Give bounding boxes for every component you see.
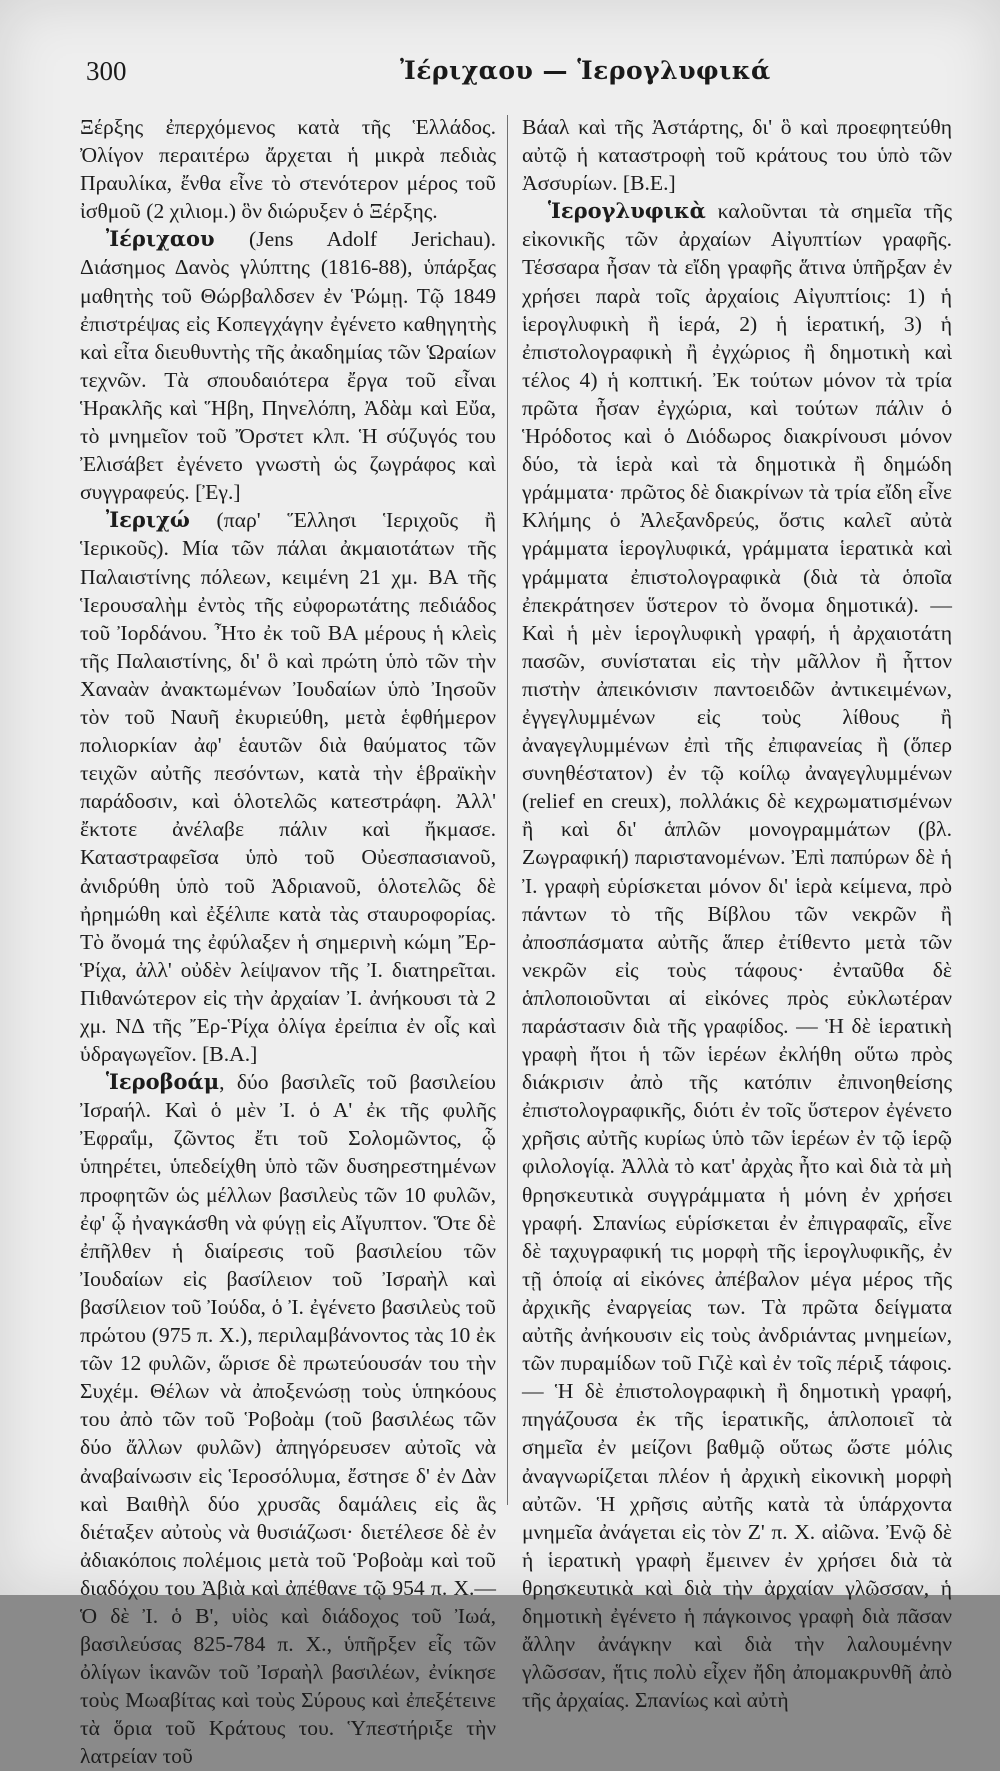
- left-column: [80, 113, 496, 1769]
- page-header: [80, 52, 950, 92]
- running-head: Ἰέριχαου — Ἱερογλυφικά: [400, 56, 771, 85]
- entry-lemma: Ἱερογλυφικὰ: [547, 198, 706, 224]
- entry-text: Ξέρξης ἐπερχόμενος κατὰ τῆς Ἑλλάδος. Ὀλίγον περαιτέρω ἄρχεται ἡ μικρὰ πεδιὰς Πραυλίκα, ἔνθα εἶνε τὸ στενότερον μέρος τοῦ ἰσθμοῦ (2 χιλιομ.) ὃν διώρυξεν ὁ Ξέρξης.: [80, 115, 496, 224]
- entry-text: (παρ' Ἕλλησι Ἱεριχοῦς ἢ Ἱερικοῦς). Μία τῶν πάλαι ἀκμαιοτάτων τῆς Παλαιστίνης πόλεων, κειμένη 21 χμ. ΒΑ τῆς Ἱερουσαλὴμ ἐντὸς τῆς εὐφορωτάτης πεδιάδος τοῦ Ἰορδάνου. Ἦτο ἐκ τοῦ ΒΑ μέρους ἡ κλεὶς τῆς Παλαιστίνης, δι' ὃ καὶ πρώτη ὑπὸ τῶν τὴν Χαναὰν ἀνακτωμένων Ἰουδαίων ὑπὸ Ἰησοῦν τὸν τοῦ Ναυῆ ἐκυριεύθη, μετὰ ἑφθήμερον πολιορκίαν ἀφ' ἑαυτῶν διὰ θαύματος τῶν τειχῶν αὐτῆς πεσόντων, κατὰ τὴν ἑβραϊκὴν παράδοσιν, καὶ ὁλοτελῶς κατεστράφη. Ἀλλ' ἔκτοτε ἀνέλαβε πάλιν καὶ ἤκμασε. Καταστραφεῖσα ὑπὸ τοῦ Οὐεσπασιανοῦ, ἀνιδρύθη ὑπὸ τοῦ Ἀδριανοῦ, ὁλοτελῶς δὲ ἠρημώθη καὶ ἐξέλιπε κατὰ τὰς σταυροφορίας. Τὸ ὄνομά της ἐφύλαξεν ἡ σημερινὴ κώμη Ἔρ-Ῥίχα, ἀλλ' οὐδὲν λείψανον τῆς Ἰ. διατηρεῖται. Πιθανώτερον εἰς τὴν ἀρχαίαν Ἰ. ἀνήκουσι τὰ 2 χμ. ΝΔ τῆς Ἔρ-Ῥίχα ὀλίγα ἐρείπια ἐν οἷς καὶ ὑδραγωγεῖον. [Β.Α.]: [80, 508, 496, 1067]
- entry-text: καλοῦνται τὰ σημεῖα τῆς εἰκονικῆς τῶν ἀρχαίων Αἰγυπτίων γραφῆς. Τέσσαρα ἦσαν τὰ εἴδη γραφῆς ἅτινα ὑπῆρξαν ἐν χρήσει παρὰ τοῖς ἀρχαίοις Αἰγυπτίοις: 1) ἡ ἱερογλυφικὴ ἢ ἱερά, 2) ἡ ἱερατική, 3) ἡ ἐπιστολογραφικὴ ἢ ἐγχώριος ἢ δημοτικὴ καὶ τέλος 4) ἡ κοπτική. Ἐκ τούτων μόνον τὰ τρία πρῶτα ἦσαν ἐγχώρια, καὶ τούτων πάλιν ὁ Ἡρόδοτος καὶ ὁ Διόδωρος διακρίνουσι μόνον δύο, τὰ ἱερὰ καὶ τὰ δημοτικὰ ἢ δημώδη γράμματα· πρῶτος δὲ διακρίνων τὰ τρία εἴδη εἶνε Κλήμης ὁ Ἀλεξανδρεύς, ὅστις καλεῖ αὐτὰ γράμματα ἱερογλυφικά, γράμματα ἱερατικὰ καὶ γράμματα ἐπιστολογραφικὰ (διὰ τὰ ὁποῖα ἐπεκράτησεν ὕστερον τὸ ὄνομα δημοτικά). — Καὶ ἡ μὲν ἱερογλυφικὴ γραφή, ἡ ἀρχαιοτάτη πασῶν, συνίσταται εἰς τὴν μᾶλλον ἢ ἧττον πιστὴν ἀπεικόνισιν παντοειδῶν ἀντικειμένων, ἐγγεγλυμμένων εἰς τοὺς λίθους ἢ ἀναγεγλυμμένων ἐπὶ τῆς ἐπιφανείας ἢ (ὅπερ συνηθέστατον) ἐν τῷ κοίλῳ ἀναγεγλυμμένων (relief en creux), πολλάκις δὲ κεχρωματισμένων ἢ καὶ δι' ἁπλῶν μονογραμμάτων (βλ. Ζωγραφική) παριστανομένων. Ἐπὶ παπύρων δὲ ἡ Ἰ. γραφὴ εὑρίσκεται μόνον δι' ἱερὰ κείμενα, πρὸ πάντων τὸ τῆς Βίβλου τῶν νεκρῶν ἢ ἀποσπάσματα αὐτῆς ἅπερ ἐτίθεντο μετὰ τῶν νεκρῶν εἰς τοὺς τάφους· ἐνταῦθα δὲ ἁπλοποιοῦνται αἱ εἰκόνες πρὸς εὐκλωτέραν παράστασιν διὰ τῆς γραφίδος. — Ἡ δὲ ἱερατικὴ γραφὴ ἤτοι ἡ τῶν ἱερέων ἐκλήθη οὕτω πρὸς διάκρισιν ἀπὸ τῆς κατόπιν ἐπινοηθείσης ἐπιστολογραφικῆς, διότι ἐν τοῖς ὕστερον ἐγένετο χρῆσις αὐτῆς κυρίως ὑπὸ τῶν ἱερέων ἐν τῷ ἱερῷ φιλολογίᾳ. Ἀλλὰ τὸ κατ' ἀρχὰς ἦτο καὶ διὰ τὰ μὴ θρησκευτικὰ συγγράμματα ἡ μόνη ἐν χρήσει γραφή. Σπανίως εὑρίσκεται ἐν ἐπιγραφαῖς, εἶνε δὲ ταχυγραφική τις μορφὴ τῆς ἱερογλυφικῆς, ἐν τῇ ὁποίᾳ αἱ εἰκόνες ἀπέβαλον μέγα μέρος τῆς ἀρχικῆς ἐναργείας των. Τὰ πρῶτα δείγματα αὐτῆς ἀνήκουσιν εἰς τοὺς ἀνδριάντας μνημείων, τῶν πυραμίδων τοῦ Γιζὲ καὶ ἐν τοῖς πέριξ τάφοις. — Ἡ δὲ ἐπιστολογραφικὴ ἢ δημοτικὴ γραφή, πηγάζουσα ἐκ τῆς ἱερατικῆς, ἁπλοποιεῖ τὰ σημεῖα ἐν μείζονι βαθμῷ οὕτως ὥστε μόλις ἀναγνωρίζεται πλέον ἡ ἀρχικὴ εἰκονικὴ μορφὴ αὐτῶν. Ἡ χρῆσις αὐτῆς κατὰ τὰ ὑπάρχοντα μνημεῖα ἀνάγεται εἰς τὸν Ζ' π. Χ. αἰῶνα. Ἐνῷ δὲ ἡ ἱερατικὴ γραφὴ ἔμεινεν ἐν χρήσει διὰ τὰ θρησκευτικὰ καὶ διὰ τὴν ἀρχαίαν γλῶσσαν, ἡ δημοτικὴ ἐγένετο ἡ πάγκοινος γραφὴ διὰ πᾶσαν ἄλλην ἀνάγκην καὶ διὰ τὴν λαλουμένην γλῶσσαν, ἥτις πολὺ εἶχεν ἤδη ἀπομακρυνθῆ ἀπὸ τῆς ἀρχαίας. Σπανίως καὶ αὐτὴ: [522, 199, 952, 1713]
- entry-text: (Jens Adolf Jerichau). Διάσημος Δανὸς γλύπτης (1816-88), ὑπάρξας μαθητὴς τοῦ Θώρβαλδσεν ἐν Ῥώμῃ. Τῷ 1849 ἐπιστρέψας εἰς Κοπεγχάγην ἐγένετο καθηγητὴς καὶ εἶτα διευθυντὴς τῆς ἀκαδημίας τῶν Ὡραίων τεχνῶν. Τὰ σπουδαιότερα ἔργα τοῦ εἶναι Ἡρακλῆς καὶ Ἥβη, Πηνελόπη, Ἀδὰμ καὶ Εὔα, τὸ μνημεῖον τοῦ Ὄρστετ κλπ. Ἡ σύζυγός του Ἐλισάβετ ἐγένετο γνωστὴ ὡς ζωγράφος καὶ συγγραφεύς. [Ἐγ.]: [80, 227, 496, 505]
- paragraph-continuation: [80, 113, 496, 225]
- right-column: [522, 113, 952, 1713]
- entry-jerichau: [80, 225, 496, 506]
- entry-lemma: Ἰεριχώ: [105, 507, 190, 533]
- entry-jericho: [80, 506, 496, 1068]
- paragraph-continuation: [522, 113, 952, 197]
- page-number: 300: [86, 56, 127, 86]
- entry-jeroboam: [80, 1068, 496, 1770]
- entry-text: Βάαλ καὶ τῆς Ἀστάρτης, δι' ὃ καὶ προεφητεύθη αὐτῷ ἡ καταστροφὴ τοῦ κράτους του ὑπὸ τῶν Ἀσσυρίων. [Β.Ε.]: [522, 115, 952, 196]
- entry-hieroglyphics: [522, 197, 952, 1714]
- entry-lemma: Ἰέριχαου: [105, 226, 215, 252]
- column-divider: [507, 115, 508, 1505]
- entry-lemma: Ἱεροβοάμ: [105, 1069, 220, 1095]
- entry-text: , δύο βασιλεῖς τοῦ βασιλείου Ἰσραήλ. Καὶ ὁ μὲν Ἰ. ὁ Α' ἐκ τῆς φυλῆς Ἐφραΐμ, ζῶντος ἔτι τοῦ Σολομῶντος, ᾧ ὑπηρέτει, ὑπεδείχθη ὑπὸ τῶν δυσηρεστημένων προφητῶν ὡς μέλλων βασιλεὺς τῶν 10 φυλῶν, ἐφ' ᾧ ἠναγκάσθη νὰ φύγῃ εἰς Αἴγυπτον. Ὅτε δὲ ἐπῆλθεν ἡ διαίρεσις τοῦ βασιλείου τῶν Ἰουδαίων εἰς βασίλειον τοῦ Ἰσραὴλ καὶ βασίλειον τοῦ Ἰούδα, ὁ Ἰ. ἐγένετο βασιλεὺς τοῦ πρώτου (975 π. Χ.), περιλαμβάνοντος τὰς 10 ἐκ τῶν 12 φυλῶν, ὥρισε δὲ πρωτεύουσάν του τὴν Συχέμ. Θέλων νὰ ἀποξενώσῃ τοὺς ὑπηκόους του ἀπὸ τῶν τοῦ Ῥοβοὰμ (τοῦ βασιλέως τῶν δύο ἄλλων φυλῶν) ἀπηγόρευσεν αὐτοῖς νὰ ἀναβαίνωσιν εἰς Ἱεροσόλυμα, ἔστησε δ' ἐν Δὰν καὶ Βαιθὴλ δύο χρυσᾶς δαμάλεις εἰς ἃς διέταξεν αὐτοὺς νὰ θυσιάζωσι· διετέλεσε δὲ ἐν ἀδιακόποις πολέμοις μετὰ τοῦ Ῥοβοὰμ καὶ τοῦ διαδόχου του Ἀβιὰ καὶ ἀπέθανε τῷ 954 π. Χ.—Ὁ δὲ Ἰ. ὁ Β', υἱὸς καὶ διάδοχος τοῦ Ἰωά, βασιλεύσας 825-784 π. Χ., ὑπῆρξεν εἷς τῶν ὀλίγων ἱκανῶν τοῦ Ἰσραὴλ βασιλέων, ἐνίκησε τοὺς Μωαβίτας καὶ τοὺς Σύρους καὶ ἐπεξέτεινε τὰ ὅρια τοῦ Κράτους του. Ὑπεστήριξε τὴν λατρείαν τοῦ: [80, 1070, 496, 1769]
